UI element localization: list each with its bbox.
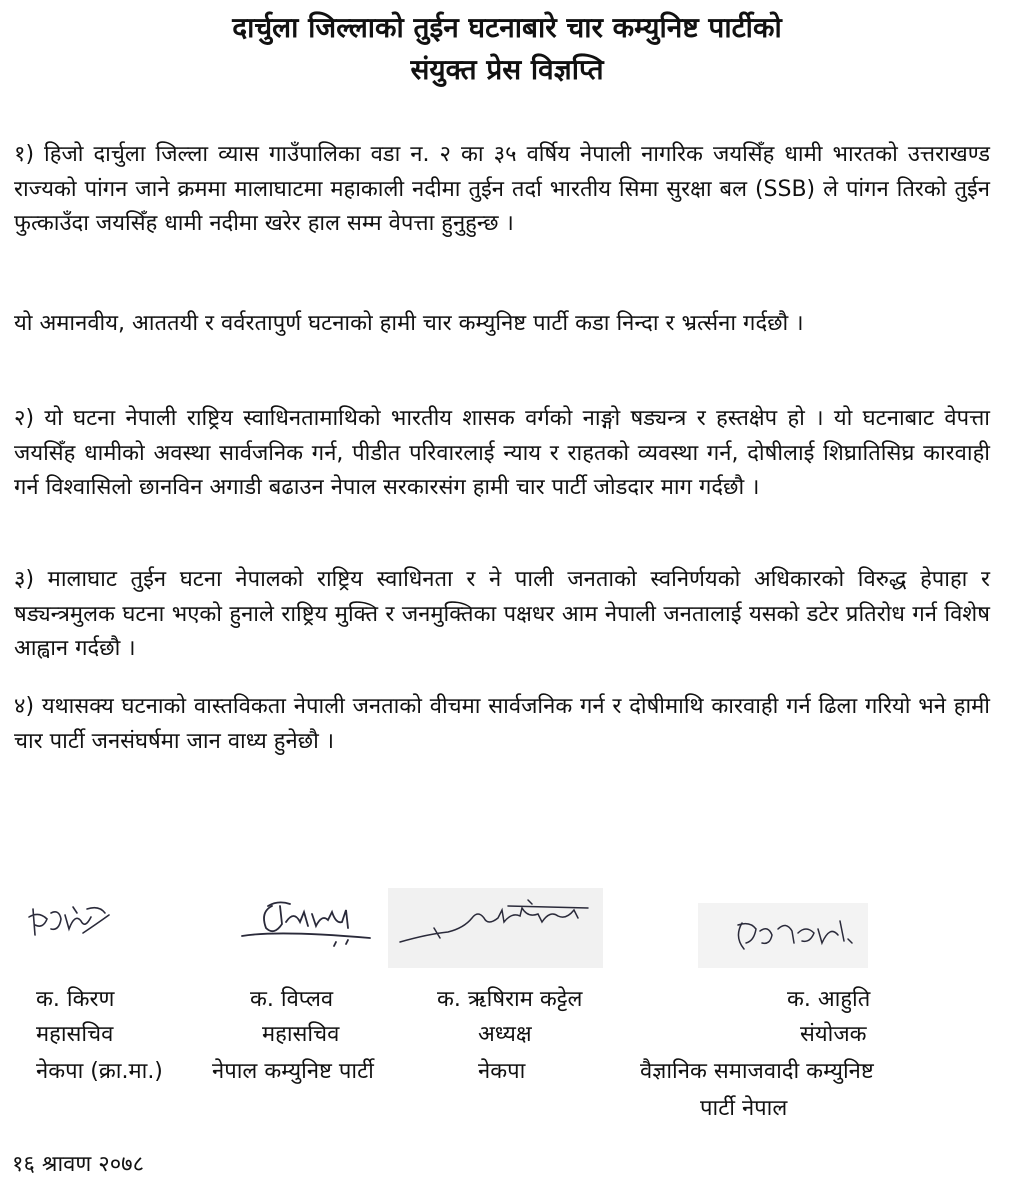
signatory-party-biplav: नेपाल कम्युनिष्ट पार्टी [212, 1059, 374, 1084]
press-release-title: दार्चुला जिल्लाको तुईन घटनाबारे चार कम्युनिष्ट पार्टीको [232, 11, 782, 44]
signature-biplav [238, 892, 378, 952]
signatory-name-biplav: क. विप्लव [250, 987, 334, 1012]
signature-rishi-ram-kattel [388, 888, 603, 968]
signatory-title-ahuti: संयोजक [800, 1022, 867, 1047]
signatory-name-ahuti: क. आहुति [787, 987, 871, 1012]
signatory-party-rishi-ram-kattel: नेकपा [478, 1059, 526, 1084]
signatory-party-ahuti-line2: पार्टी नेपाल [700, 1096, 788, 1121]
signatory-party-ahuti-line1: वैज्ञानिक समाजवादी कम्युनिष्ट [640, 1059, 874, 1084]
signatory-name-rishi-ram-kattel: क. ऋषिराम कट्टेल [437, 987, 583, 1012]
signatory-party-kiran: नेकपा (क्रा.मा.) [36, 1059, 163, 1084]
paragraph-1: १) हिजो दार्चुला जिल्ला व्यास गाउँपालिका वडा न. २ का ३५ वर्षिय नेपाली नागरिक जयसिँह धामी भारतको उत्तराखण्ड राज्यको पांगन जाने क्रममा मालाघाटमा महाकाली नदीमा तुईन तर्दा भारतीय सिमा सुरक्षा बल (SSB) ले पांगन तिरको तुईन फुत्काउँदा जयसिँह धामी नदीमा खरेर हाल सम्म वेपत्ता हुनुहुन्छ । [14, 142, 990, 236]
paragraph-3: ३) मालाघाट तुईन घटना नेपालको राष्ट्रिय स्वाधिनता र ने पाली जनताको स्वनिर्णयको अधिकारको विरुद्ध हेपाहा र षड्यन्त्रमुलक घटना भएको हुनाले राष्ट्रिय मुक्ति र जनमुक्तिका पक्षधर आम नेपाली जनतालाई यसको डटेर प्रतिरोध गर्न विशेष आह्वान गर्दछौ । [14, 567, 990, 661]
signatory-title-rishi-ram-kattel: अध्यक्ष [478, 1022, 532, 1047]
signatory-title-biplav: महासचिव [262, 1022, 340, 1047]
paragraph-4: ४) यथासक्य घटनाको वास्तविकता नेपाली जनताको वीचमा सार्वजनिक गर्न र दोषीमाथि कारवाही गर्न ढिला गरियो भने हामी चार पार्टी जनसंघर्षमा जान वाध्य हुनेछौ । [14, 694, 990, 754]
signature-ahuti [698, 903, 868, 968]
paragraph-2: २) यो घटना नेपाली राष्ट्रिय स्वाधिनतामाथिको भारतीय शासक वर्गको नाङ्गो षड्यन्त्र र हस्तक्षेप हो । यो घटनाबाट वेपत्ता जयसिँह धामीको अवस्था सार्वजनिक गर्न, पीडीत परिवारलाई न्याय र राहतको व्यवस्था गर्न, दोषीलाई शिघ्रातिसिघ्र कारवाही गर्न विश्वासिलो छानविन अगाडी बढाउन नेपाल सरकारसंग हामी चार पार्टी जोडदार माग गर्दछौ । [14, 406, 990, 500]
signatory-name-kiran: क. किरण [36, 987, 115, 1012]
paragraph-condemnation: यो अमानवीय, आततयी र वर्वरतापुर्ण घटनाको हामी चार कम्युनिष्ट पार्टी कडा निन्दा र भ्रर्त्सना गर्दछौ । [14, 311, 804, 336]
press-release-subtitle: संयुक्त प्रेस विज्ञप्ति [410, 53, 604, 86]
signature-kiran [25, 895, 115, 945]
release-date: १६ श्रावण २०७८ [12, 1152, 145, 1177]
signatory-title-kiran: महासचिव [36, 1022, 114, 1047]
